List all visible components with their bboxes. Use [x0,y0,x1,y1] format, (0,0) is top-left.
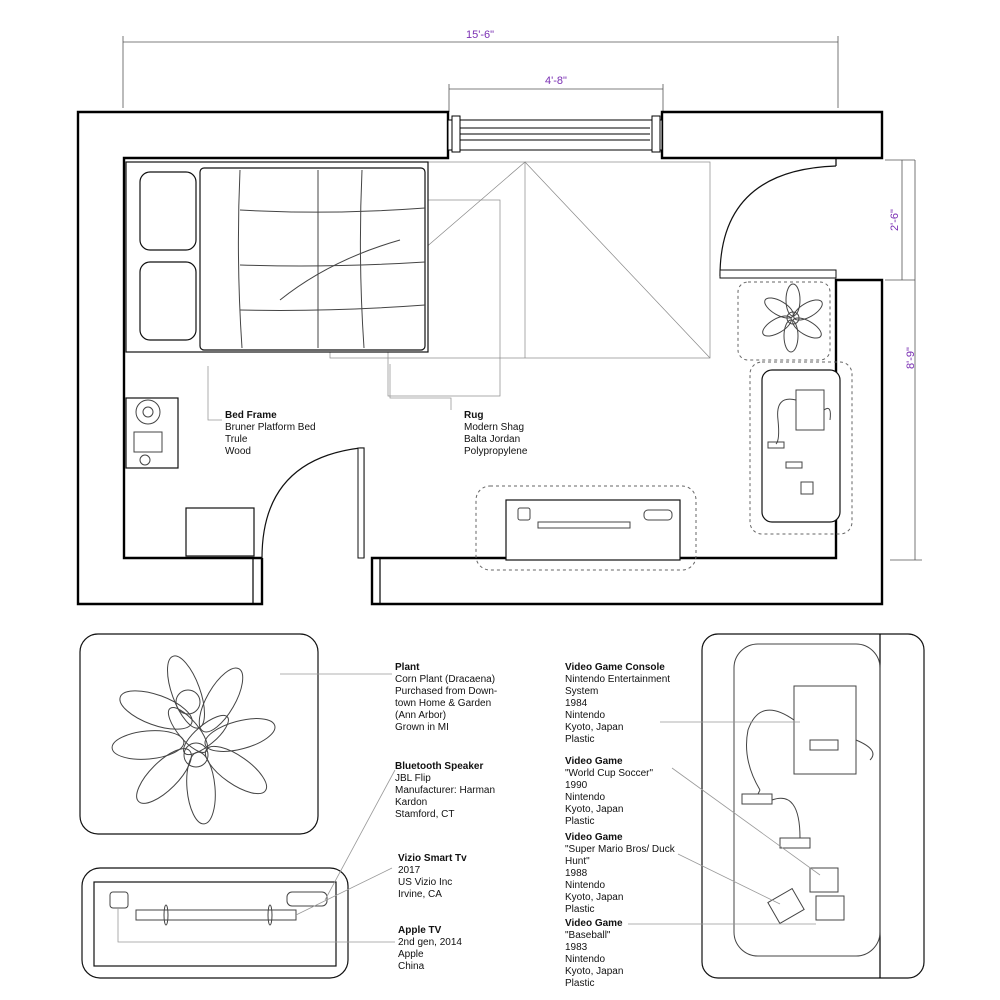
game-mario-title: Video Game [565,832,623,843]
speaker-title: Bluetooth Speaker [395,761,484,772]
apple-tv-lines: 2nd gen, 2014 Apple China [398,937,462,972]
dimension-overall-width [123,29,838,108]
nightstand [126,398,178,468]
closet-door [720,166,836,278]
console-label [565,662,670,746]
game-mario-lines: "Super Mario Bros/ Duck Hunt" 1988 Nintendo Kyoto, Japan Plastic [565,844,675,915]
console-stand-detail [628,634,924,978]
bed [126,162,428,352]
dimension-door-width [885,160,915,280]
plant-title: Plant [395,662,420,673]
console-title: Video Game Console [565,662,665,673]
console-lines: Nintendo Entertainment System 1984 Nintendo Kyoto, Japan Plastic [565,674,671,745]
dim-door-text: 2'-6" [889,209,901,231]
dim-window-text: 4'-8" [545,75,567,87]
bed-frame-title: Bed Frame [225,410,277,421]
tv-lines: 2017 US Vizio Inc Irvine, CA [398,865,453,900]
rug-label [464,410,527,458]
bed-frame-label [225,410,316,458]
speaker-label [395,761,495,821]
dim-overall-width-text: 15'-6" [465,29,495,41]
plant-label [395,662,497,734]
rug-leader [390,364,451,410]
rug-title: Rug [464,410,484,421]
ottoman [186,508,254,556]
plant-detail [80,634,392,834]
tv-stand-plan [476,486,696,570]
game-baseball-title: Video Game [565,918,623,929]
dimension-window-width [449,75,663,112]
game-baseball-lines: "Baseball" 1983 Nintendo Kyoto, Japan Plastic [565,930,624,989]
apple-tv-title: Apple TV [398,925,442,936]
tv-title: Vizio Smart Tv [398,853,467,864]
game-soccer-title: Video Game [565,756,623,767]
console-stand-plan [750,362,852,534]
plant-plan [738,282,830,360]
game-baseball-label [565,918,623,990]
plant-lines: Corn Plant (Dracaena) Purchased from Down- town Home & Garden (Ann Arbor) Grown in MI [395,674,498,733]
entry-door [262,448,364,558]
bed-frame-lines: Bruner Platform Bed Trule Wood [225,422,316,457]
game-soccer-lines: "World Cup Soccer" 1990 Nintendo Kyoto, Japan Plastic [565,768,654,827]
window [448,116,662,152]
tv-label [398,853,467,901]
dim-depth-text: 8'-9" [905,347,917,369]
apple-tv-label [398,925,462,973]
rug-lines: Modern Shag Balta Jordan Polypropylene [464,422,528,457]
speaker-lines: JBL Flip Manufacturer: Harman Kardon Stamford, CT [395,773,496,820]
game-soccer-label [565,756,653,828]
game-mario-label [565,832,675,916]
bed-frame-leader [208,366,222,420]
